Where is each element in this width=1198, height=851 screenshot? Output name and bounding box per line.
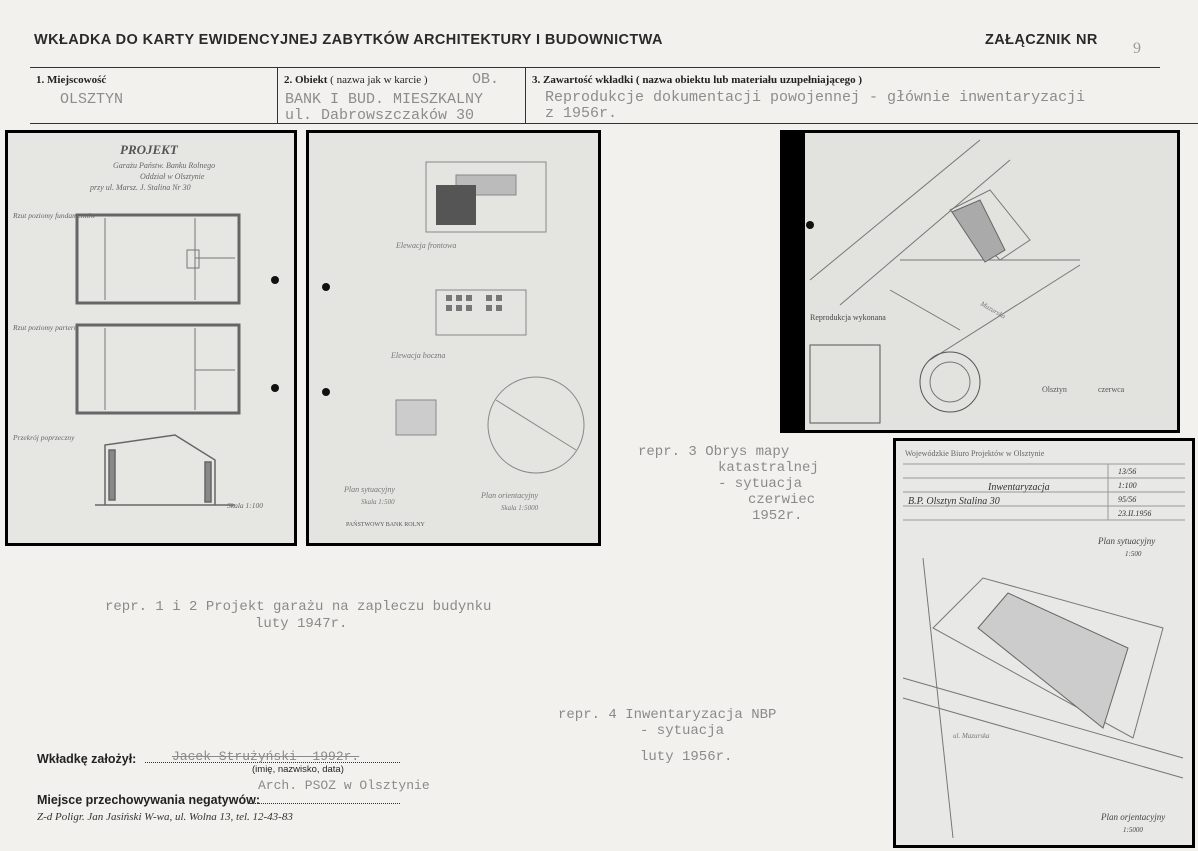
attachment-label: ZAŁĄCZNIK NR <box>985 32 1098 48</box>
repr12-caption-line1: repr. 1 i 2 Projekt garażu na zapleczu budynku <box>105 599 492 615</box>
object-label: 2. Obiekt ( nazwa jak w karcie ) <box>284 74 428 86</box>
photo-cadastral-map <box>780 130 1180 433</box>
repr3-caption-line1: repr. 3 Obrys mapy <box>638 444 790 460</box>
contents-value-line1: Reprodukcje dokumentacji powojennej - głównie inwentaryzacji <box>545 89 1086 106</box>
p1-title: PROJEKT <box>120 142 178 157</box>
printer-note: Z-d Poligr. Jan Jasiński W-wa, ul. Wolna 13, tel. 12-43-83 <box>37 811 293 823</box>
p4-text4: Plan sytuacyjny <box>1098 536 1156 546</box>
p4-r4: 23.II.1956 <box>1118 509 1152 518</box>
p2-label2: Elewacja boczna <box>391 351 446 360</box>
photo-elevations <box>306 130 601 546</box>
p4-text7: 1:5000 <box>1123 826 1143 834</box>
p2-label3b: Skala 1:500 <box>361 498 395 506</box>
p4-text5: 1:500 <box>1125 550 1142 558</box>
object-prefix: OB. <box>472 71 500 88</box>
p4-r1: 13/56 <box>1118 467 1137 476</box>
p4-text2: Inwentaryzacja <box>988 482 1050 493</box>
header-bottom-rule <box>30 123 1198 124</box>
p4-text3: B.P. Olsztyn Stalina 30 <box>908 496 1000 507</box>
p1-sub1: Garażu Państw. Banku Rolnego <box>113 161 216 170</box>
repr3-caption-line2: katastralnej <box>718 460 819 476</box>
p2-stamp: PAŃSTWOWY BANK ROLNY <box>346 522 425 528</box>
photo-garage-project <box>5 130 297 546</box>
storage-value: Arch. PSOZ w Olsztynie <box>258 778 430 793</box>
p4-r3: 95/56 <box>1118 495 1137 504</box>
divider-1 <box>277 67 278 123</box>
p3-text2: Olsztyn <box>1042 385 1067 394</box>
p2-label3: Plan sytuacyjny <box>344 485 395 494</box>
p1-label3: Przekrój poprzeczny <box>13 433 75 442</box>
contents-label: 3. Zawartość wkładki ( nazwa obiektu lub materiału uzupełniającego ) <box>532 74 863 86</box>
p1-scale: Skala 1:100 <box>227 501 264 510</box>
repr3-caption-line4: czerwiec <box>748 492 816 508</box>
p2-label1: Elewacja frontowa <box>396 241 457 250</box>
repr3-caption-line3: - sytuacja <box>718 476 803 492</box>
p4-r2: 1:100 <box>1118 481 1137 490</box>
p1-sub3: przy ul. Marsz. J. Stalina Nr 30 <box>90 183 191 192</box>
storage-label: Miejsce przechowywania negatywów: <box>37 793 260 807</box>
repr4-caption-line3: luty 1956r. <box>640 749 733 765</box>
repr3-caption-line5: 1952r. <box>752 508 803 524</box>
p3-text3: czerwca <box>1098 385 1125 394</box>
divider-2 <box>525 67 526 123</box>
p2-label4: Plan orientacyjny <box>481 491 539 500</box>
founder-label: Wkładkę założył: <box>37 752 137 766</box>
p1-label2: Rzut poziomy parteru <box>13 323 78 332</box>
locality-value: OLSZTYN <box>60 91 124 108</box>
p1-sub2: Oddział w Olsztynie <box>140 172 205 181</box>
attachment-number: 9 <box>1133 40 1141 57</box>
repr12-caption-line2: luty 1947r. <box>255 616 348 632</box>
repr4-caption-line1: repr. 4 Inwentaryzacja NBP <box>558 707 777 723</box>
p1-label1: Rzut poziomy fundamentów <box>13 211 96 220</box>
p3-street: Mazurska <box>979 299 1007 321</box>
locality-label: 1. Miejscowość <box>36 74 107 86</box>
photo-inventory <box>893 438 1195 848</box>
storage-dotline <box>250 803 400 804</box>
object-value-line1: BANK I BUD. MIESZKALNY <box>285 91 484 108</box>
object-value-line2: ul. Dabrowszczaków 30 <box>285 107 475 124</box>
repr4-caption-line2: - sytuacja <box>640 723 725 739</box>
form-title: WKŁADKA DO KARTY EWIDENCYJNEJ ZABYTKÓW ARCHITEKTURY I BUDOWNICTWA <box>34 32 663 48</box>
p2-label4b: Skala 1:5000 <box>501 504 539 512</box>
contents-value-line2: z 1956r. <box>545 105 618 122</box>
p4-text6: Plan orjentacyjny <box>1101 812 1166 822</box>
top-rule <box>30 67 1160 68</box>
founder-hint: (imię, nazwisko, data) <box>252 764 344 775</box>
founder-value: Jacek Strużyński 1992r. <box>172 749 360 764</box>
p4-street: ul. Mazurska <box>953 732 990 740</box>
p4-text1: Wojewódzkie Biuro Projektów w Olsztynie <box>905 449 1045 458</box>
p3-text1: Reprodukcja wykonana <box>810 313 886 322</box>
